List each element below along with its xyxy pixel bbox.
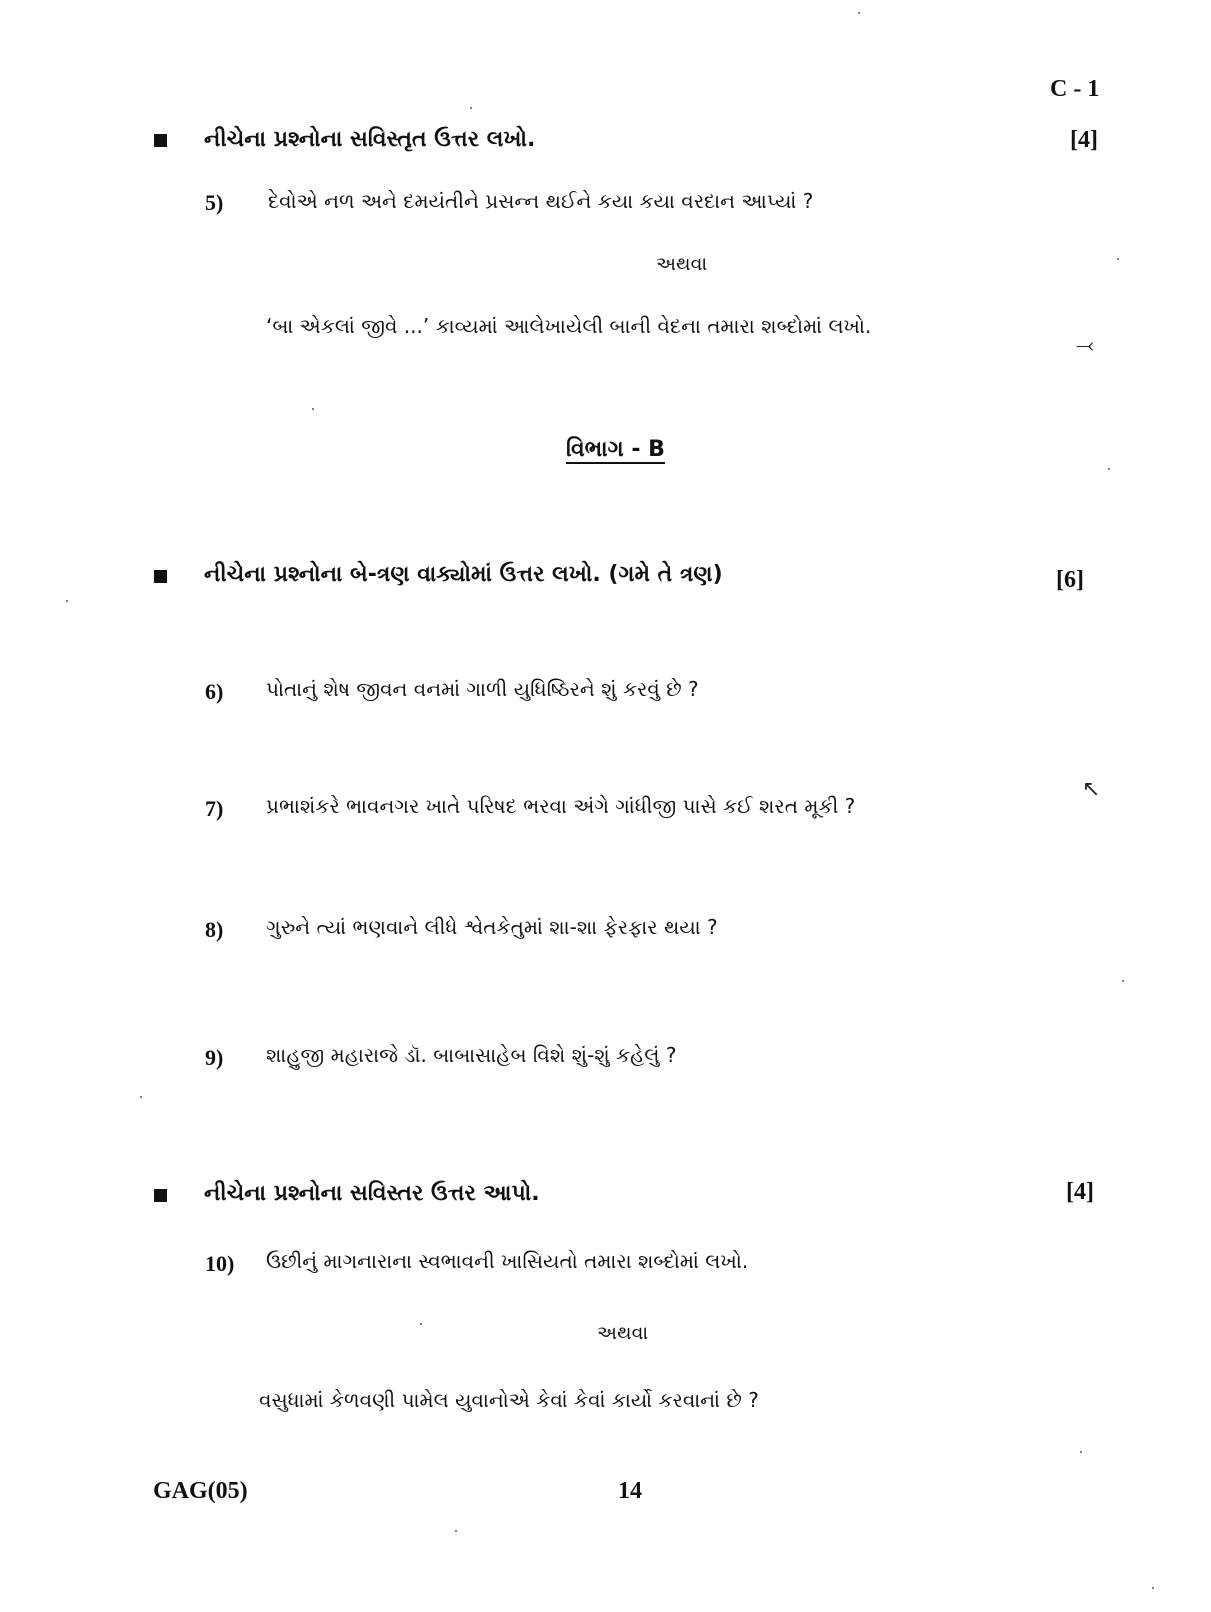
question-5-or-label: અથવા	[656, 253, 708, 275]
page-code: C - 1	[1050, 76, 1100, 102]
section-a-marks: [4]	[1070, 127, 1098, 153]
question-8-number: 8)	[205, 917, 224, 942]
question-5-number: 5)	[205, 190, 224, 215]
scan-speck	[312, 408, 314, 410]
question-7-text: પ્રભાશંકરે ભાવનગર ખાતે પરિષદ ભરવા અંગે ગાંધીજી પાસે કઈ શરત મૂકી ?	[266, 794, 856, 818]
question-6-number: 6)	[205, 679, 224, 704]
scan-speck	[140, 1096, 142, 1098]
question-5-alt-text: ‘બા એકલાં જીવે ...’ કાવ્યમાં આલેખાયેલી બાની વેદના તમારા શબ્દોમાં લખો.	[266, 314, 872, 338]
scan-speck	[455, 1530, 457, 1532]
scan-speck	[1080, 1451, 1082, 1453]
question-5-text: દેવોએ નળ અને દમયંતીને પ્રસન્ન થઈને કયા કયા વરદાન આપ્યાં ?	[268, 189, 814, 213]
scan-speck	[1117, 258, 1119, 260]
bullet-icon	[154, 570, 167, 583]
question-9-text: શાહુજી મહારાજે ડૉ. બાબાસાહેબ વિશે શું-શું કહેલું ?	[266, 1043, 677, 1067]
page-number: 14	[618, 1478, 642, 1504]
section-b-group1-marks: [6]	[1056, 567, 1084, 593]
footer-code: GAG(05)	[153, 1478, 248, 1504]
scan-speck	[470, 107, 472, 109]
section-b-group1-heading: નીચેના પ્રશ્નોના બે-ત્રણ વાક્યોમાં ઉત્તર લખો. (ગમે તે ત્રણ)	[204, 562, 723, 587]
scan-speck	[1152, 1587, 1154, 1589]
bullet-icon	[154, 1189, 167, 1202]
margin-mark-icon: ⤙	[1076, 333, 1094, 358]
scan-speck	[1108, 468, 1110, 470]
section-b-group2-heading: નીચેના પ્રશ્નોના સવિસ્તર ઉત્તર આપો.	[204, 1181, 540, 1206]
section-b-group2-marks: [4]	[1066, 1179, 1094, 1205]
section-b-title: વિભાગ - B	[566, 437, 665, 462]
question-10-or-label: અથવા	[597, 1322, 649, 1344]
question-8-text: ગુરુને ત્યાં ભણવાને લીધે શ્વેતકેતુમાં શા-શા ફેરફાર થયા ?	[266, 915, 718, 939]
section-a-heading: નીચેના પ્રશ્નોના સવિસ્તૃત ઉત્તર લખો.	[204, 127, 536, 152]
question-10-text: ઉછીનું માગનારાના સ્વભાવની ખાસિયતો તમારા શબ્દોમાં લખો.	[266, 1249, 749, 1273]
question-6-text: પોતાનું શેષ જીવન વનમાં ગાળી યુધિષ્ઠિરને શું કરવું છે ?	[266, 677, 699, 701]
margin-mark-icon: ↖	[1082, 777, 1101, 802]
question-10-alt-text: વસુધામાં કેળવણી પામેલ યુવાનોએ કેવાં કેવાં કાર્યો કરવાનાં છે ?	[259, 1388, 759, 1412]
question-9-number: 9)	[205, 1045, 224, 1070]
bullet-icon	[154, 134, 167, 147]
scan-speck	[420, 1323, 422, 1325]
question-7-number: 7)	[205, 796, 224, 821]
scan-speck	[66, 600, 68, 602]
scan-speck	[1122, 980, 1124, 982]
scan-speck	[858, 12, 860, 14]
question-10-number: 10)	[205, 1251, 235, 1276]
